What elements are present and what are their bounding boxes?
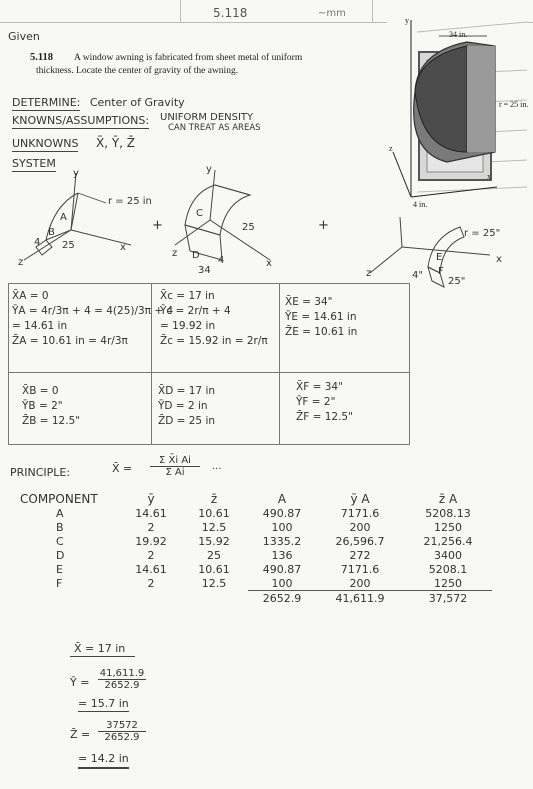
table-cell: 7171.6 bbox=[340, 506, 380, 520]
figure-x-axis: x bbox=[487, 172, 491, 181]
table-cell: 136 bbox=[271, 548, 293, 562]
knowns-line2: CAN TREAT AS AREAS bbox=[168, 123, 261, 133]
table-row bbox=[16, 548, 492, 562]
sketch-cd bbox=[170, 165, 280, 275]
sketch2-y: y bbox=[206, 164, 212, 175]
box-D: X̄D = 17 in ȲD = 2 in Z̄D = 25 in bbox=[158, 385, 216, 427]
col-ybar: ȳ bbox=[147, 492, 155, 506]
plus-sign-2: + bbox=[318, 218, 329, 233]
result-x: X̄ = 17 in bbox=[70, 642, 135, 657]
sketch2-z: z bbox=[172, 248, 178, 259]
sketch3-r: r = 25" bbox=[464, 228, 501, 239]
header-divider-left bbox=[180, 0, 181, 22]
component-name: E bbox=[56, 562, 63, 576]
principle-lhs: X̄ = bbox=[112, 462, 133, 475]
component-name: C bbox=[56, 534, 64, 548]
sketch1-B: B bbox=[48, 227, 55, 238]
table-cell: 21,256.4 bbox=[423, 534, 473, 548]
result-z-label: Z̄ = bbox=[70, 728, 91, 741]
table-cell: 490.87 bbox=[262, 562, 302, 576]
sketch1-y: y bbox=[73, 168, 79, 179]
plus-sign-1: + bbox=[152, 218, 163, 233]
table-cell: 5208.13 bbox=[425, 506, 471, 520]
sketch2-twentyfive: 25 bbox=[242, 222, 255, 233]
table-row bbox=[16, 520, 492, 534]
table-cell: 10.61 bbox=[198, 562, 230, 576]
table-cell: 2 bbox=[147, 548, 155, 562]
problem-text-line1: A window awning is fabricated from sheet metal of uniform bbox=[74, 53, 303, 63]
unknowns-value: X̄, Ȳ, Z̄ bbox=[95, 136, 135, 150]
table-row bbox=[16, 534, 492, 548]
table-cell: 100 bbox=[271, 576, 293, 590]
total-area: 2652.9 bbox=[248, 591, 316, 606]
result-y-value: = 15.7 in bbox=[78, 697, 129, 710]
table-cell: 490.87 bbox=[262, 506, 302, 520]
col-ya: ȳ A bbox=[350, 492, 370, 506]
principle-fraction: Σ X̄i Ai Σ Ai bbox=[150, 455, 200, 478]
sketch3-F: F bbox=[438, 266, 444, 277]
sketch1-z: z bbox=[18, 257, 24, 268]
result-y-fraction: 41,611.9 2652.9 bbox=[99, 668, 145, 691]
table-cell: 25 bbox=[207, 548, 221, 562]
unknowns-label: UNKNOWNS bbox=[12, 137, 79, 150]
col-za: z̄ A bbox=[438, 492, 458, 506]
table-cell: 14.61 bbox=[135, 562, 167, 576]
table-cell: 14.61 bbox=[135, 506, 167, 520]
box-C: X̄c = 17 in Ȳc = 2r/π + 4 = 19.92 in Z̄c = 15.92 in = 2r/π bbox=[160, 290, 268, 347]
sketch1-r: r = 25 in bbox=[108, 196, 152, 207]
table-cell: 2 bbox=[147, 576, 155, 590]
col-component: COMPONENT bbox=[20, 492, 98, 506]
result-y-label: Ȳ = bbox=[70, 676, 90, 689]
table-cell: 272 bbox=[349, 548, 371, 562]
table-row bbox=[16, 576, 492, 591]
table-cell: 3400 bbox=[434, 548, 462, 562]
sketch2-x: x bbox=[266, 258, 272, 269]
box-A: X̄A = 0 ȲA = 4r/3π + 4 = 4(25)/3π + 4 = 14.61 in Z̄A = 10.61 in = 4r/3π bbox=[12, 290, 174, 347]
table-cell: 2 bbox=[147, 520, 155, 534]
table-cell: 200 bbox=[349, 520, 371, 534]
determine-label: DETERMINE: bbox=[12, 96, 81, 109]
component-name: A bbox=[56, 506, 64, 520]
table-cell: 26,596.7 bbox=[335, 534, 385, 548]
sketch3-E: E bbox=[436, 252, 443, 263]
figure-radius-label: r = 25 in. bbox=[499, 100, 529, 109]
sketch-ab bbox=[16, 165, 146, 270]
sketch2-C: C bbox=[196, 208, 203, 219]
table-row bbox=[16, 562, 492, 576]
knowns-label: KNOWNS/ASSUMPTIONS: bbox=[12, 114, 150, 127]
result-z-value: = 14.2 in bbox=[78, 752, 129, 769]
sketch3-z: z bbox=[366, 268, 372, 279]
sketch1-A: A bbox=[60, 212, 67, 223]
sketch1-four: 4 bbox=[34, 237, 41, 248]
header-divider-right bbox=[372, 0, 373, 22]
box-E: X̄E = 34" ȲE = 14.61 in Z̄E = 10.61 in bbox=[285, 296, 358, 338]
knowns-row bbox=[12, 114, 149, 127]
sketch2-four: 4 bbox=[218, 255, 225, 266]
component-name: D bbox=[56, 548, 65, 562]
sketch1-x: x bbox=[120, 242, 126, 253]
component-name: B bbox=[56, 520, 64, 534]
knowns-line1: UNIFORM DENSITY bbox=[160, 112, 254, 123]
total-ya: 41,611.9 bbox=[316, 591, 404, 606]
table-cell: 5208.1 bbox=[428, 562, 468, 576]
col-area: A bbox=[277, 492, 287, 506]
determine-value: Center of Gravity bbox=[89, 96, 185, 109]
table-cell: 10.61 bbox=[198, 506, 230, 520]
figure-depth-label: 4 in. bbox=[413, 200, 428, 209]
system-label: SYSTEM bbox=[12, 157, 56, 170]
total-za: 37,572 bbox=[404, 591, 492, 606]
result-z-fraction: 37572 2652.9 bbox=[98, 720, 146, 743]
table-cell: 100 bbox=[271, 520, 293, 534]
table-cell: 1250 bbox=[434, 576, 462, 590]
table-cell: 12.5 bbox=[201, 520, 227, 534]
header-scribble: ~mm bbox=[318, 8, 346, 19]
unknowns-row bbox=[12, 136, 135, 150]
table-cell: 19.92 bbox=[135, 534, 167, 548]
determine-row bbox=[12, 96, 185, 109]
table-header-row bbox=[16, 492, 492, 506]
principle-label: PRINCIPLE: bbox=[10, 466, 71, 479]
component-table bbox=[16, 492, 492, 605]
sketch3-four: 4" bbox=[412, 270, 423, 281]
sketch3-twentyfive: 25" bbox=[448, 276, 466, 287]
awning-figure bbox=[387, 12, 527, 217]
problem-text-line2: thickness. Locate the center of gravity of the awning. bbox=[36, 66, 239, 76]
principle-dots: ... bbox=[212, 461, 222, 472]
page-number: 5.118 bbox=[213, 6, 248, 20]
table-cell: 15.92 bbox=[198, 534, 230, 548]
table-row bbox=[16, 506, 492, 520]
sketch2-thirtyfour: 34 bbox=[198, 265, 211, 276]
given-label: Given bbox=[8, 30, 40, 43]
table-totals-row bbox=[16, 591, 492, 606]
table-cell: 1335.2 bbox=[262, 534, 302, 548]
col-zbar: z̄ bbox=[210, 492, 218, 506]
sketch2-D: D bbox=[192, 250, 200, 261]
table-cell: 200 bbox=[349, 576, 371, 590]
table-cell: 7171.6 bbox=[340, 562, 380, 576]
table-cell: 1250 bbox=[434, 520, 462, 534]
sketch3-x: x bbox=[496, 254, 502, 265]
figure-width-label: 34 in. bbox=[449, 30, 468, 39]
problem-number: 5.118 bbox=[30, 52, 54, 63]
awning-figure-drawing bbox=[387, 12, 527, 217]
figure-y-axis: y bbox=[405, 16, 409, 25]
box-B: X̄B = 0 ȲB = 2" Z̄B = 12.5" bbox=[22, 385, 81, 427]
box-F: X̄F = 34" ȲF = 2" Z̄F = 12.5" bbox=[296, 381, 353, 423]
figure-z-axis: z bbox=[389, 144, 393, 153]
component-name: F bbox=[56, 576, 63, 590]
sketch1-twentyfive: 25 bbox=[62, 240, 75, 251]
table-cell: 12.5 bbox=[201, 576, 227, 590]
